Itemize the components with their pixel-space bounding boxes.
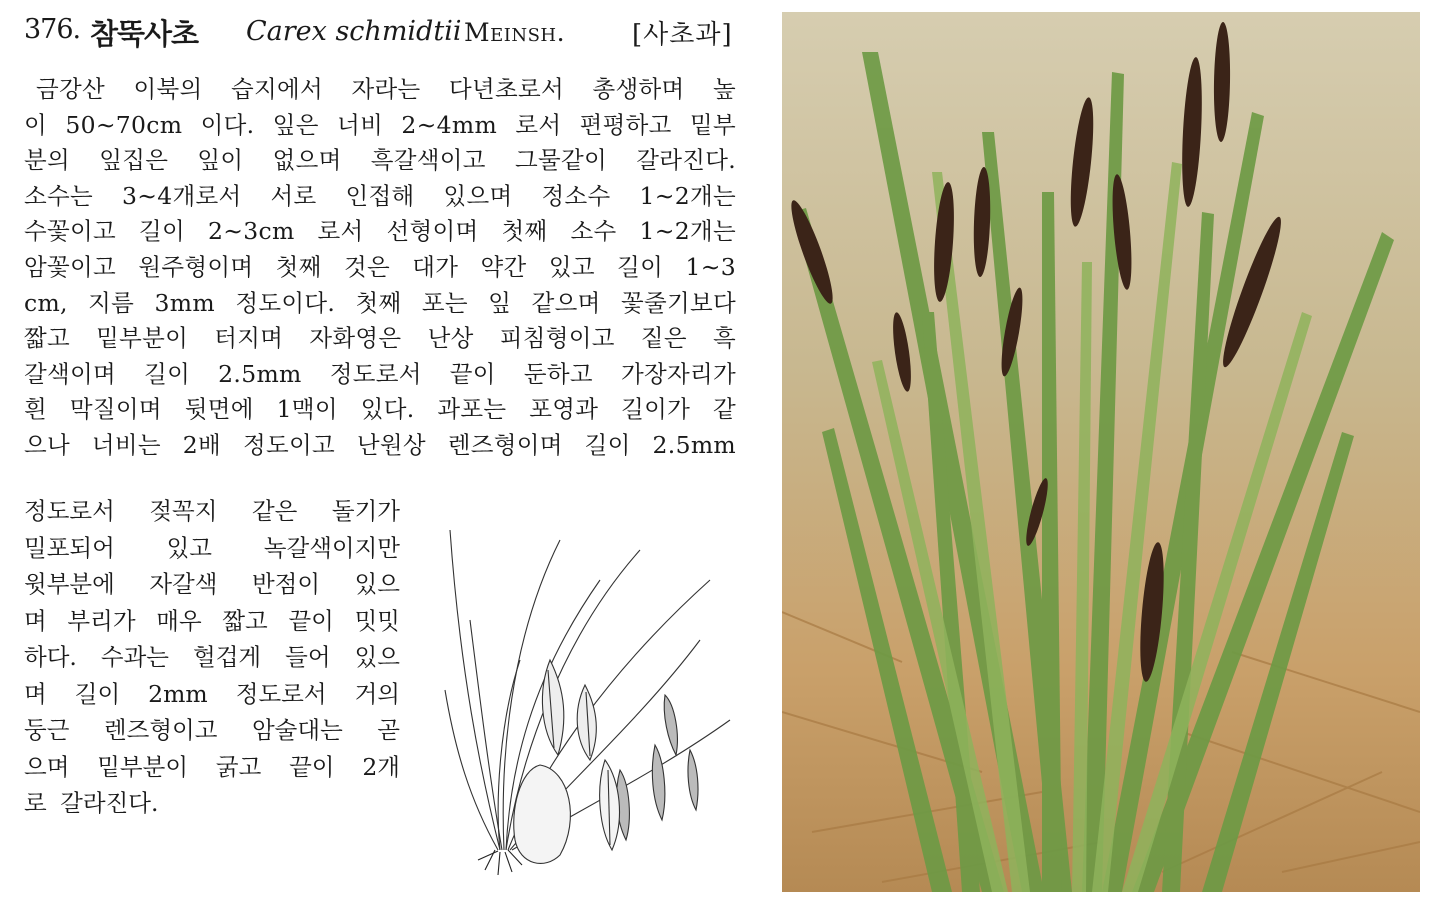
illustration-perigynium [514, 760, 620, 863]
description-paragraph [24, 72, 736, 464]
korean-name: 참뚝사초 [90, 17, 199, 51]
illustration-roots [478, 850, 522, 875]
description-line: 윗부분에 자갈색 반점이 있으 [24, 570, 400, 598]
plant-photograph [782, 12, 1420, 892]
description-line: 둥근 렌즈형이고 암술대는 곧 [24, 716, 400, 744]
family-name: [사초과] [632, 20, 733, 50]
description-line: 암꽃이고 원주형이며 첫째 것은 대가 약간 있고 길이 1∼3 [24, 252, 736, 281]
description-line: 갈색이며 길이 2.5mm 정도로서 끝이 둔하고 가장자리가 [24, 359, 736, 388]
description-line: 분의 잎집은 잎이 없으며 흑갈색이고 그물같이 갈라진다. [24, 146, 736, 175]
description-continued [24, 493, 400, 822]
description-line: 으며 밑부분이 굵고 끝이 2개 [24, 752, 400, 781]
scientific-name: Carex schmidtii [246, 16, 462, 47]
illustration-spikes [617, 695, 698, 840]
description-line: 로 갈라진다. [24, 789, 159, 817]
description-line: 며 길이 2mm 정도로서 거의 [24, 679, 400, 708]
description-line: 금강산 이북의 습지에서 자라는 다년초로서 총생하며 높 [36, 75, 736, 103]
description-line: 며 부리가 매우 짧고 끝이 밋밋 [24, 606, 400, 635]
description-line: cm, 지름 3mm 정도이다. 첫째 포는 잎 같으며 꽃줄기보다 [24, 288, 736, 317]
description-line: 정도로서 젖꼭지 같은 돌기가 [24, 497, 400, 525]
description-line: 흰 막질이며 뒷면에 1맥이 있다. 과포는 포영과 길이가 같 [24, 395, 736, 424]
description-line: 수꽃이고 길이 2∼3cm 로서 선형이며 첫째 소수 1∼2개는 [24, 217, 736, 246]
illustration-scales [542, 660, 596, 760]
botanical-illustration [440, 520, 740, 880]
description-line: 짧고 밑부분이 터지며 자화영은 난상 피침형이고 짙은 흑 [24, 324, 736, 353]
description-line: 하다. 수과는 헐겁게 들어 있으 [24, 643, 400, 671]
description-line: 이 50∼70cm 이다. 잎은 너비 2∼4mm 로서 편평하고 밑부 [24, 110, 736, 139]
description-line: 밀포되어 있고 녹갈색이지만 [24, 533, 400, 562]
description-line: 소수는 3∼4개로서 서로 인접해 있으며 정소수 1∼2개는 [24, 181, 736, 210]
species-header [24, 10, 764, 56]
description-line: 으나 너비는 2배 정도이고 난원상 렌즈형이며 길이 2.5mm [24, 430, 736, 459]
author-name: Meinsh. [464, 18, 566, 47]
species-number: 376. [24, 14, 81, 45]
